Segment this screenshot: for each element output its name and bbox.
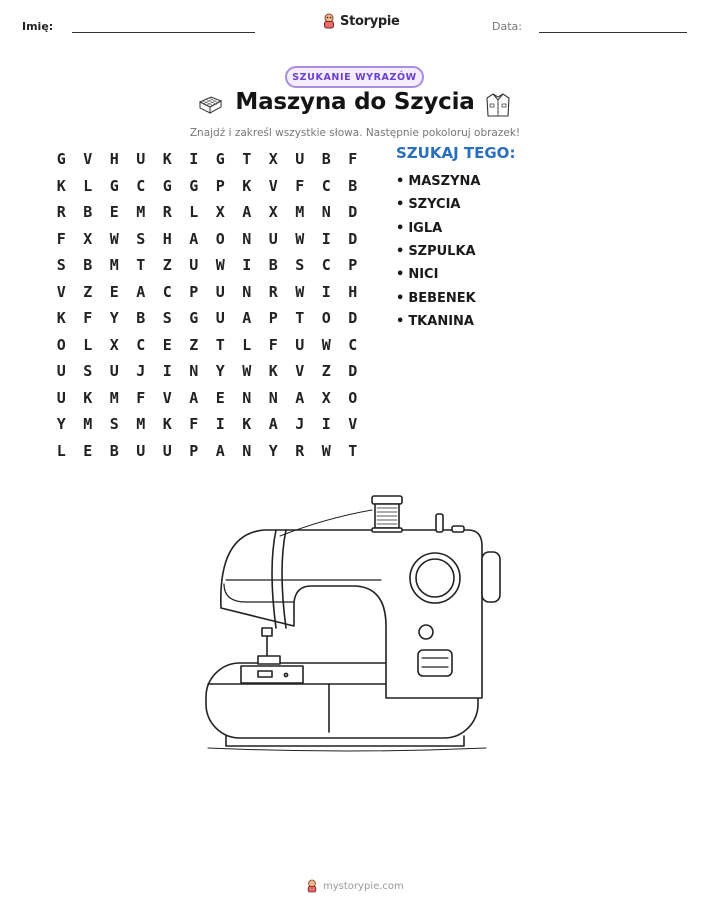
grid-letter[interactable]: B — [109, 441, 119, 460]
grid-letter[interactable]: V — [56, 282, 66, 301]
grid-letter[interactable]: K — [83, 388, 93, 407]
word-text: SZYCIA — [408, 197, 461, 213]
grid-letter[interactable]: A — [268, 415, 278, 434]
grid-letter[interactable]: A — [242, 309, 252, 328]
grid-letter[interactable]: Z — [162, 256, 172, 275]
grid-letter[interactable]: V — [348, 415, 358, 434]
grid-letter[interactable]: K — [162, 150, 172, 169]
grid-letter[interactable]: U — [136, 441, 146, 460]
grid-letter[interactable]: J — [136, 362, 146, 381]
grid-letter[interactable]: G — [215, 150, 225, 169]
word-search-grid[interactable] — [48, 146, 366, 464]
grid-letter[interactable]: Z — [321, 362, 331, 381]
grid-letter[interactable]: L — [56, 441, 66, 460]
grid-letter[interactable]: I — [215, 415, 225, 434]
grid-letter[interactable]: G — [189, 309, 199, 328]
grid-letter[interactable]: R — [268, 282, 278, 301]
grid-letter[interactable]: F — [268, 335, 278, 354]
grid-letter[interactable]: C — [321, 176, 331, 195]
grid-letter[interactable]: K — [56, 176, 66, 195]
word-list-item — [396, 240, 480, 263]
grid-letter[interactable]: S — [136, 229, 146, 248]
grid-letter[interactable]: F — [136, 388, 146, 407]
brand-name: Storypie — [340, 13, 400, 29]
bullet: • — [396, 197, 405, 213]
grid-letter[interactable]: P — [215, 176, 225, 195]
grid-letter[interactable]: E — [83, 441, 93, 460]
word-list-item — [396, 217, 480, 240]
grid-letter[interactable]: N — [189, 362, 199, 381]
grid-letter[interactable]: C — [136, 335, 146, 354]
grid-letter[interactable]: B — [83, 256, 93, 275]
grid-letter[interactable]: V — [162, 388, 172, 407]
grid-letter[interactable]: F — [56, 229, 66, 248]
grid-letter[interactable]: O — [321, 309, 331, 328]
date-line[interactable] — [539, 32, 687, 33]
word-list-item — [396, 263, 480, 286]
grid-letter[interactable]: A — [215, 441, 225, 460]
grid-letter[interactable]: V — [83, 150, 93, 169]
grid-letter[interactable]: A — [295, 388, 305, 407]
grid-letter[interactable]: U — [56, 388, 66, 407]
grid-letter[interactable]: S — [162, 309, 172, 328]
grid-letter[interactable]: F — [189, 415, 199, 434]
word-list-item — [396, 170, 480, 193]
bullet: • — [396, 220, 405, 236]
word-list-item — [396, 286, 480, 309]
activity-badge: SZUKANIE WYRAZÓW — [285, 66, 424, 88]
grid-letter[interactable]: L — [83, 176, 93, 195]
grid-letter[interactable]: W — [242, 362, 252, 381]
grid-letter[interactable]: I — [321, 282, 331, 301]
grid-letter[interactable]: A — [136, 282, 146, 301]
grid-letter[interactable]: U — [109, 362, 119, 381]
grid-letter[interactable]: T — [136, 256, 146, 275]
grid-letter[interactable]: G — [162, 176, 172, 195]
word-list-title: SZUKAJ TEGO: — [396, 144, 516, 162]
date-label: Data: — [492, 20, 522, 33]
grid-letter[interactable]: T — [348, 441, 358, 460]
grid-letter[interactable]: O — [56, 335, 66, 354]
word-text: IGLA — [408, 220, 443, 236]
grid-letter[interactable]: V — [268, 176, 278, 195]
grid-letter[interactable]: T — [295, 309, 305, 328]
grid-letter[interactable]: G — [189, 176, 199, 195]
grid-letter[interactable]: M — [109, 256, 119, 275]
grid-letter[interactable]: B — [136, 309, 146, 328]
grid-letter[interactable]: W — [109, 229, 119, 248]
bullet: • — [396, 267, 405, 283]
grid-letter[interactable]: A — [189, 388, 199, 407]
grid-letter[interactable]: U — [189, 256, 199, 275]
grid-letter[interactable]: K — [242, 415, 252, 434]
grid-letter[interactable]: Y — [56, 415, 66, 434]
grid-letter[interactable]: G — [56, 150, 66, 169]
grid-letter[interactable]: B — [268, 256, 278, 275]
grid-letter[interactable]: U — [215, 282, 225, 301]
grid-letter[interactable]: Y — [215, 362, 225, 381]
grid-letter[interactable]: M — [83, 415, 93, 434]
grid-letter[interactable]: U — [295, 335, 305, 354]
grid-letter[interactable]: P — [189, 441, 199, 460]
grid-letter[interactable]: U — [136, 150, 146, 169]
word-list — [396, 170, 480, 333]
grid-letter[interactable]: X — [321, 388, 331, 407]
grid-letter[interactable]: H — [109, 150, 119, 169]
word-text: MASZYNA — [408, 174, 481, 190]
page-title: Maszyna do Szycia — [235, 89, 475, 115]
grid-letter[interactable]: I — [189, 150, 199, 169]
grid-letter[interactable]: W — [321, 441, 331, 460]
footer — [306, 879, 404, 893]
grid-letter[interactable]: D — [348, 203, 358, 222]
grid-letter[interactable]: I — [162, 362, 172, 381]
grid-letter[interactable]: N — [242, 388, 252, 407]
grid-letter[interactable]: S — [295, 256, 305, 275]
grid-letter[interactable]: P — [268, 309, 278, 328]
grid-letter[interactable]: E — [109, 203, 119, 222]
grid-letter[interactable]: R — [295, 441, 305, 460]
grid-letter[interactable]: Z — [83, 282, 93, 301]
storypie-logo-icon — [322, 13, 336, 29]
grid-letter[interactable]: V — [295, 362, 305, 381]
grid-letter[interactable]: N — [242, 282, 252, 301]
grid-letter[interactable]: K — [268, 362, 278, 381]
word-text: BEBENEK — [408, 290, 476, 306]
grid-letter[interactable]: I — [242, 256, 252, 275]
grid-letter[interactable]: I — [321, 415, 331, 434]
word-list-item — [396, 193, 480, 216]
grid-letter[interactable]: P — [348, 256, 358, 275]
grid-letter[interactable]: L — [83, 335, 93, 354]
grid-letter[interactable]: A — [189, 229, 199, 248]
grid-letter[interactable]: M — [295, 203, 305, 222]
grid-letter[interactable]: M — [109, 388, 119, 407]
bullet: • — [396, 244, 405, 260]
grid-letter[interactable]: X — [83, 229, 93, 248]
footer-url[interactable]: mystorypie.com — [323, 880, 404, 892]
grid-letter[interactable]: S — [56, 256, 66, 275]
grid-letter[interactable]: F — [83, 309, 93, 328]
grid-letter[interactable]: C — [321, 256, 331, 275]
instructions: Znajdź i zakreśl wszystkie słowa. Następnie pokoloruj obrazek! — [189, 127, 521, 139]
grid-letter[interactable]: A — [242, 203, 252, 222]
grid-letter[interactable]: P — [189, 282, 199, 301]
grid-letter[interactable]: U — [295, 150, 305, 169]
bullet: • — [396, 290, 405, 306]
grid-letter[interactable]: R — [56, 203, 66, 222]
grid-letter[interactable]: N — [321, 203, 331, 222]
word-text: TKANINA — [408, 313, 474, 329]
grid-letter[interactable]: X — [109, 335, 119, 354]
grid-letter[interactable]: W — [321, 335, 331, 354]
grid-letter[interactable]: D — [348, 362, 358, 381]
grid-letter[interactable]: N — [242, 229, 252, 248]
word-text: SZPULKA — [408, 244, 476, 260]
grid-letter[interactable]: K — [242, 176, 252, 195]
grid-letter[interactable]: G — [109, 176, 119, 195]
grid-letter[interactable]: X — [215, 203, 225, 222]
grid-letter[interactable]: C — [136, 176, 146, 195]
grid-letter[interactable]: C — [162, 282, 172, 301]
grid-letter[interactable]: K — [56, 309, 66, 328]
grid-letter[interactable]: N — [268, 388, 278, 407]
grid-letter[interactable]: H — [162, 229, 172, 248]
grid-letter[interactable]: Y — [109, 309, 119, 328]
grid-letter[interactable]: D — [348, 309, 358, 328]
name-line[interactable] — [72, 32, 255, 33]
grid-letter[interactable]: O — [215, 229, 225, 248]
grid-letter[interactable]: U — [162, 441, 172, 460]
grid-letter[interactable]: E — [215, 388, 225, 407]
grid-letter[interactable]: H — [348, 282, 358, 301]
grid-letter[interactable]: F — [295, 176, 305, 195]
word-text: NICI — [408, 267, 439, 283]
grid-letter[interactable]: D — [348, 229, 358, 248]
grid-letter[interactable]: L — [242, 335, 252, 354]
grid-letter[interactable]: M — [136, 415, 146, 434]
name-label: Imię: — [22, 20, 54, 33]
bullet: • — [396, 174, 405, 190]
grid-letter[interactable]: T — [215, 335, 225, 354]
grid-letter[interactable]: R — [162, 203, 172, 222]
storypie-logo-icon — [306, 879, 318, 893]
grid-letter[interactable]: L — [189, 203, 199, 222]
grid-letter[interactable]: U — [215, 309, 225, 328]
grid-letter[interactable]: E — [109, 282, 119, 301]
grid-letter[interactable]: B — [83, 203, 93, 222]
grid-letter[interactable]: S — [109, 415, 119, 434]
grid-letter[interactable]: W — [295, 229, 305, 248]
word-list-item — [396, 310, 480, 333]
bullet: • — [396, 313, 405, 329]
grid-letter[interactable]: E — [162, 335, 172, 354]
grid-letter[interactable]: O — [348, 388, 358, 407]
grid-letter[interactable]: X — [268, 150, 278, 169]
grid-letter[interactable]: I — [321, 229, 331, 248]
sewing-machine-illustration — [196, 488, 512, 768]
grid-letter[interactable]: S — [83, 362, 93, 381]
grid-letter[interactable]: F — [348, 150, 358, 169]
grid-letter[interactable]: Z — [189, 335, 199, 354]
grid-letter[interactable]: M — [136, 203, 146, 222]
grid-letter[interactable]: N — [242, 441, 252, 460]
grid-letter[interactable]: J — [295, 415, 305, 434]
shirt-icon — [484, 91, 512, 119]
grid-letter[interactable]: B — [348, 176, 358, 195]
grid-letter[interactable]: Y — [268, 441, 278, 460]
grid-letter[interactable]: C — [348, 335, 358, 354]
grid-letter[interactable]: K — [162, 415, 172, 434]
grid-letter[interactable]: T — [242, 150, 252, 169]
grid-letter[interactable]: B — [321, 150, 331, 169]
grid-letter[interactable]: U — [268, 229, 278, 248]
grid-letter[interactable]: X — [268, 203, 278, 222]
grid-letter[interactable]: W — [215, 256, 225, 275]
grid-letter[interactable]: W — [295, 282, 305, 301]
grid-letter[interactable]: U — [56, 362, 66, 381]
brand-logo — [322, 13, 400, 29]
